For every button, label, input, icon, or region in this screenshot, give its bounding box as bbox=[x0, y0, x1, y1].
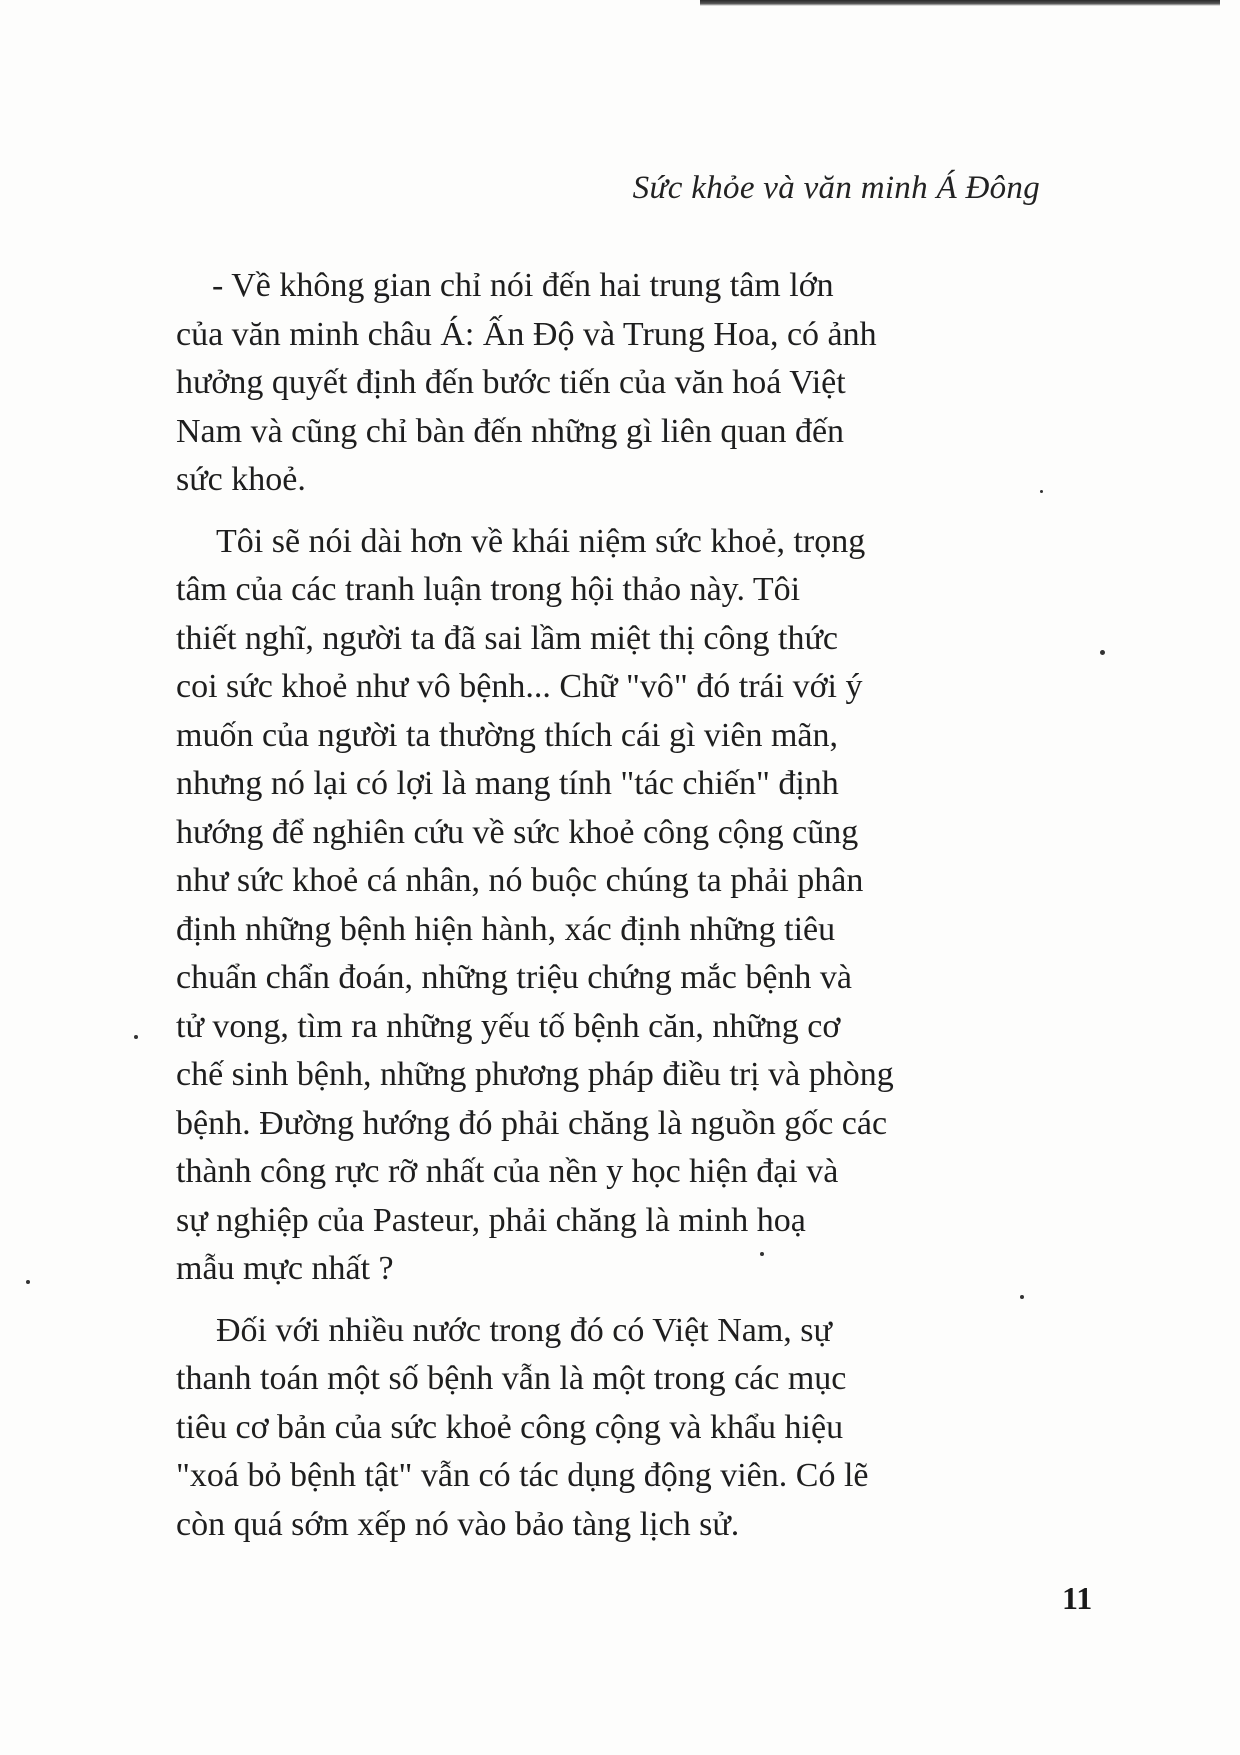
paragraph-vietnam: Đối với nhiều nước trong đó có Việt Nam, sự thanh toán một số bệnh vẫn là một trong các mục tiêu cơ bản của sức khoẻ công cộng và khẩu hiệu "xoá bỏ bệnh tật" vẫn có tác dụng động viên. Có lẽ còn quá sớm xếp nó vào bảo tàng lịch sử. bbox=[176, 1311, 869, 1543]
running-header: Sức khỏe và văn minh Á Đông bbox=[632, 170, 1040, 206]
paragraph-health-concept: Tôi sẽ nói dài hơn về khái niệm sức khoẻ, trọng tâm của các tranh luận trong hội thảo này. Tôi thiết nghĩ, người ta đã sai lầm miệt thị công thức coi sức khoẻ như vô bệnh... Chữ "vô" đó trái với ý muốn của người ta thường thích cái gì viên mãn, nhưng nó lại có lợi là mang tính "tác chiến" định hướng để nghiên cứu về sức khoẻ công cộng cũng như sức khoẻ cá nhân, nó buộc chúng ta phải phân định những bệnh hiện hành, xác định những tiêu chuẩn chẩn đoán, những triệu chứng mắc bệnh và tử vong, tìm ra những yếu tố bệnh căn, những cơ chế sinh bệnh, những phương pháp điều trị và phòng bệnh. Đường hướng đó phải chăng là nguồn gốc các thành công rực rỡ nhất của nền y học hiện đại và sự nghiệp của Pasteur, phải chăng là minh hoạ mẫu mực nhất ? bbox=[176, 522, 894, 1287]
body-text bbox=[176, 262, 1036, 1562]
scan-speck bbox=[26, 1280, 30, 1284]
scan-speck bbox=[760, 1252, 764, 1256]
paragraph-scope: - Về không gian chỉ nói đến hai trung tâm lớn của văn minh châu Á: Ấn Độ và Trung Hoa, có ảnh hưởng quyết định đến bước tiến của văn hoá Việt Nam và cũng chỉ bàn đến những gì liên quan đến sức khoẻ. bbox=[176, 267, 877, 498]
scan-speck bbox=[1100, 650, 1105, 655]
scan-speck bbox=[134, 1035, 138, 1039]
scan-edge-shadow bbox=[700, 0, 1220, 6]
page-number: 11 bbox=[1062, 1580, 1093, 1616]
scan-speck bbox=[1040, 490, 1043, 493]
scan-speck bbox=[1020, 1295, 1024, 1299]
